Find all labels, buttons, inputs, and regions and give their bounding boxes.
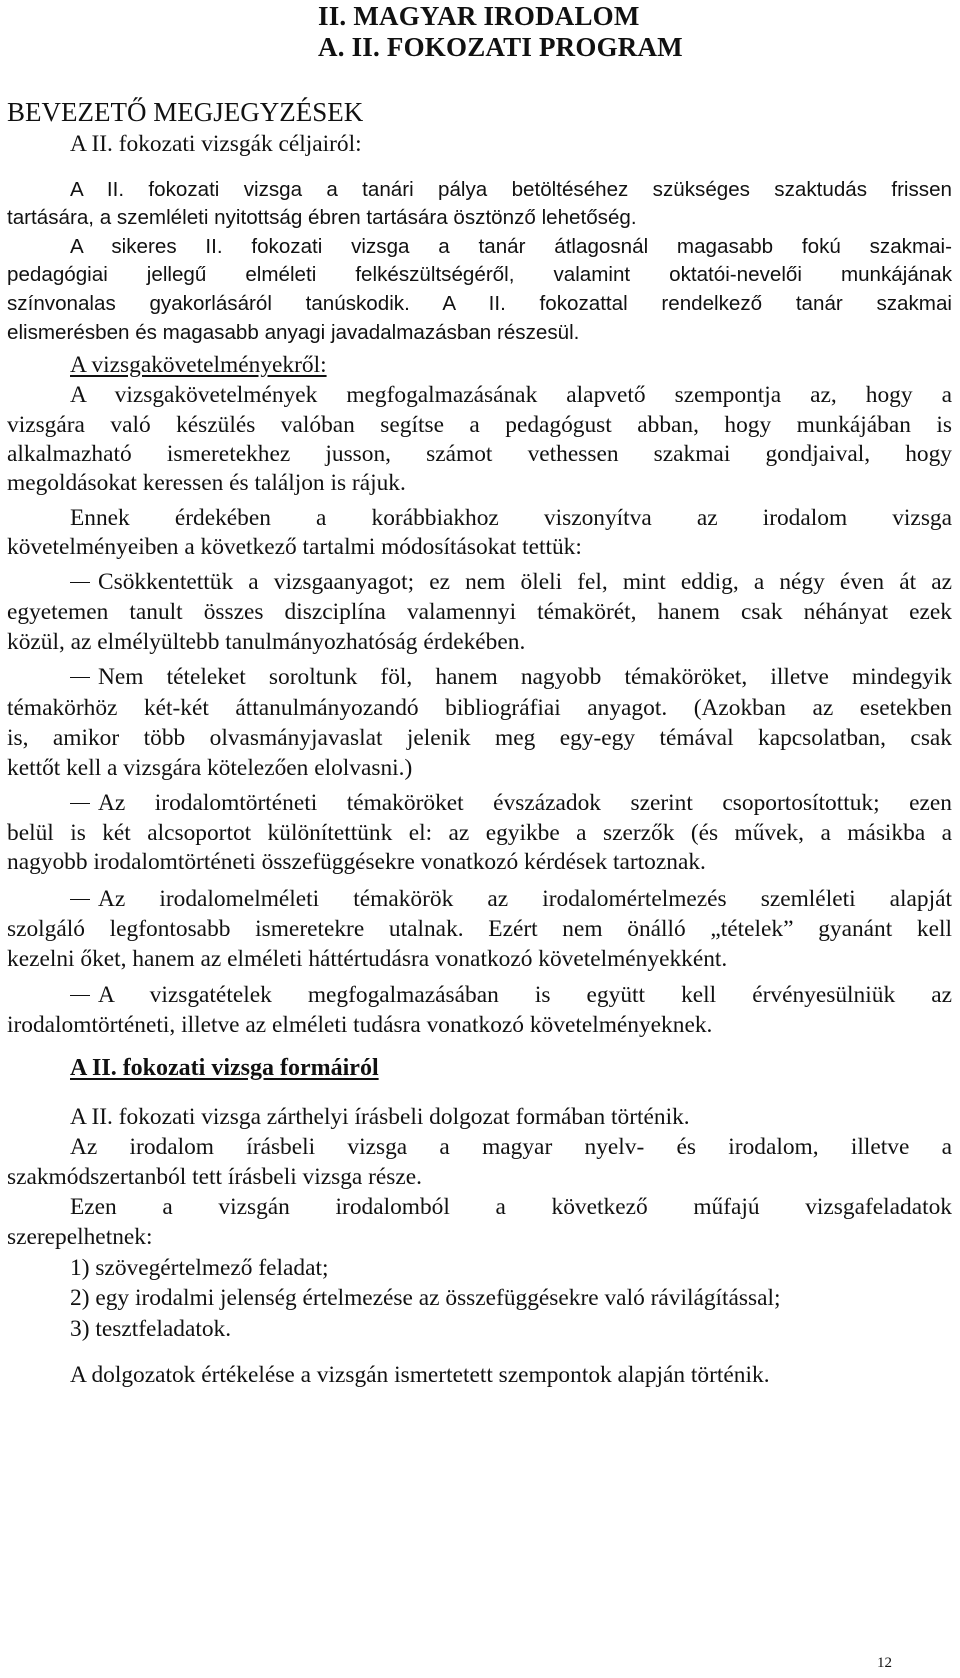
paragraph-line: megoldásokat keressen és találjon is rájuk. <box>7 470 406 496</box>
paragraph-line: tartására, a szemléleti nyitottság ébren tartására ösztönző lehetőség. <box>7 206 637 229</box>
paragraph-line: szerepelhetnek: <box>7 1224 153 1250</box>
dash-bullet-icon <box>70 995 90 996</box>
paragraph-line: vizsgára való készülés valóban segítse a pedagógust abban, hogy munkájában is <box>7 412 952 438</box>
paragraph-line: A II. fokozati vizsga zárthelyi írásbeli dolgozat formában történik. <box>70 1104 690 1130</box>
bullet-line: A vizsgatételek megfogalmazásában is együtt kell érvényesülniük az <box>70 979 952 1011</box>
list-item: 3) tesztfeladatok. <box>70 1316 232 1342</box>
paragraph-line: Az irodalom írásbeli vizsga a magyar nyelv- és irodalom, illetve a <box>70 1134 952 1160</box>
paragraph-line: nagyobb irodalomtörténeti összefüggésekre vonatkozó kérdések tartoznak. <box>7 849 706 875</box>
section-requirements-heading: A vizsgakövetelményekről: <box>70 352 327 378</box>
dash-bullet-icon <box>70 677 90 678</box>
list-item: 2) egy irodalmi jelenség értelmezése az összefüggésekre való rávilágítással; <box>70 1285 781 1311</box>
paragraph-line: Ennek érdekében a korábbiakhoz viszonyítva az irodalom vizsga <box>70 505 952 531</box>
paragraph-line: egyetemen tanult összes diszciplína valamennyi témakörét, hanem csak néhányat ezek <box>7 599 952 625</box>
paragraph-line: szolgáló legfontosabb ismeretekre utalnak. Ezért nem önálló „tételek” gyanánt kell <box>7 916 952 942</box>
section-forms-heading: A II. fokozati vizsga formáiról <box>70 1055 379 1081</box>
paragraph-line: A sikeres II. fokozati vizsga a tanár átlagosnál magasabb fokú szakmai- <box>70 235 952 258</box>
paragraph-line: A vizsgakövetelmények megfogalmazásának alapvető szempontja az, hogy a <box>70 382 952 408</box>
document-title-line-2: A. II. FOKOZATI PROGRAM <box>318 32 683 62</box>
paragraph-line: kettőt kell a vizsgára kötelezően elolvasni.) <box>7 755 413 781</box>
paragraph-line: szakmódszertanból tett írásbeli vizsga része. <box>7 1164 423 1190</box>
paragraph-line: belül is két alcsoportot különítettünk el: az egyikbe a szerzők (és művek, a másikba a <box>7 820 952 846</box>
dash-bullet-icon <box>70 899 90 900</box>
dash-bullet-icon <box>70 803 90 804</box>
paragraph-line: is, amikor több olvasmányjavaslat jelenik meg egy-egy témával kapcsolatban, csak <box>7 725 952 751</box>
paragraph-line: irodalomtörténeti, illetve az elméleti tudásra vonatkozó követelményeknek. <box>7 1012 713 1038</box>
bullet-line: Az irodalomtörténeti témaköröket évszázadok szerint csoportosítottuk; ezen <box>70 787 952 819</box>
paragraph-line: színvonalas gyakorlásáról tanúskodik. A II. fokozattal rendelkező tanár szakmai <box>7 292 952 315</box>
paragraph-line: kezelni őket, hanem az elméleti háttértudásra vonatkozó követelményekként. <box>7 946 728 972</box>
bullet-line: Nem tételeket soroltunk föl, hanem nagyobb témaköröket, illetve mindegyik <box>70 661 952 693</box>
paragraph-line: alkalmazható ismeretekhez jusson, számot vethessen szakmai gondjaival, hogy <box>7 441 952 467</box>
bullet-line: Csökkentettük a vizsgaanyagot; ez nem öleli fel, mint eddig, a négy éven át az <box>70 566 952 598</box>
list-item: 1) szövegértelmező feladat; <box>70 1255 329 1281</box>
paragraph-line: Ezen a vizsgán irodalomból a következő műfajú vizsgafeladatok <box>70 1194 952 1220</box>
paragraph-line: A II. fokozati vizsga a tanári pálya betöltéséhez szükséges szaktudás frissen <box>70 178 952 201</box>
paragraph-line: közül, az elmélyültebb tanulmányozhatóság érdekében. <box>7 629 526 655</box>
page-number: 12 <box>877 1655 892 1671</box>
dash-bullet-icon <box>70 582 90 583</box>
paragraph-line: követelményeiben a következő tartalmi módosításokat tettük: <box>7 534 582 560</box>
paragraph-line: témakörhöz két-két áttanulmányozandó bibliográfiai anyagot. (Azokban az esetekben <box>7 695 952 721</box>
intro-heading: BEVEZETŐ MEGJEGYZÉSEK <box>7 97 364 127</box>
paragraph-line: A dolgozatok értékelése a vizsgán ismertetett szempontok alapján történik. <box>70 1362 770 1388</box>
paragraph-line: elismerésben és magasabb anyagi javadalmazásban részesül. <box>7 321 580 344</box>
paragraph-line: pedagógiai jellegű elméleti felkészültségéről, valamint oktatói-nevelői munkájának <box>7 263 952 286</box>
section-goals-heading: A II. fokozati vizsgák céljairól: <box>70 131 362 157</box>
bullet-line: Az irodalomelméleti témakörök az irodalomértelmezés szemléleti alapját <box>70 883 952 915</box>
document-title-line-1: II. MAGYAR IRODALOM <box>318 1 640 31</box>
